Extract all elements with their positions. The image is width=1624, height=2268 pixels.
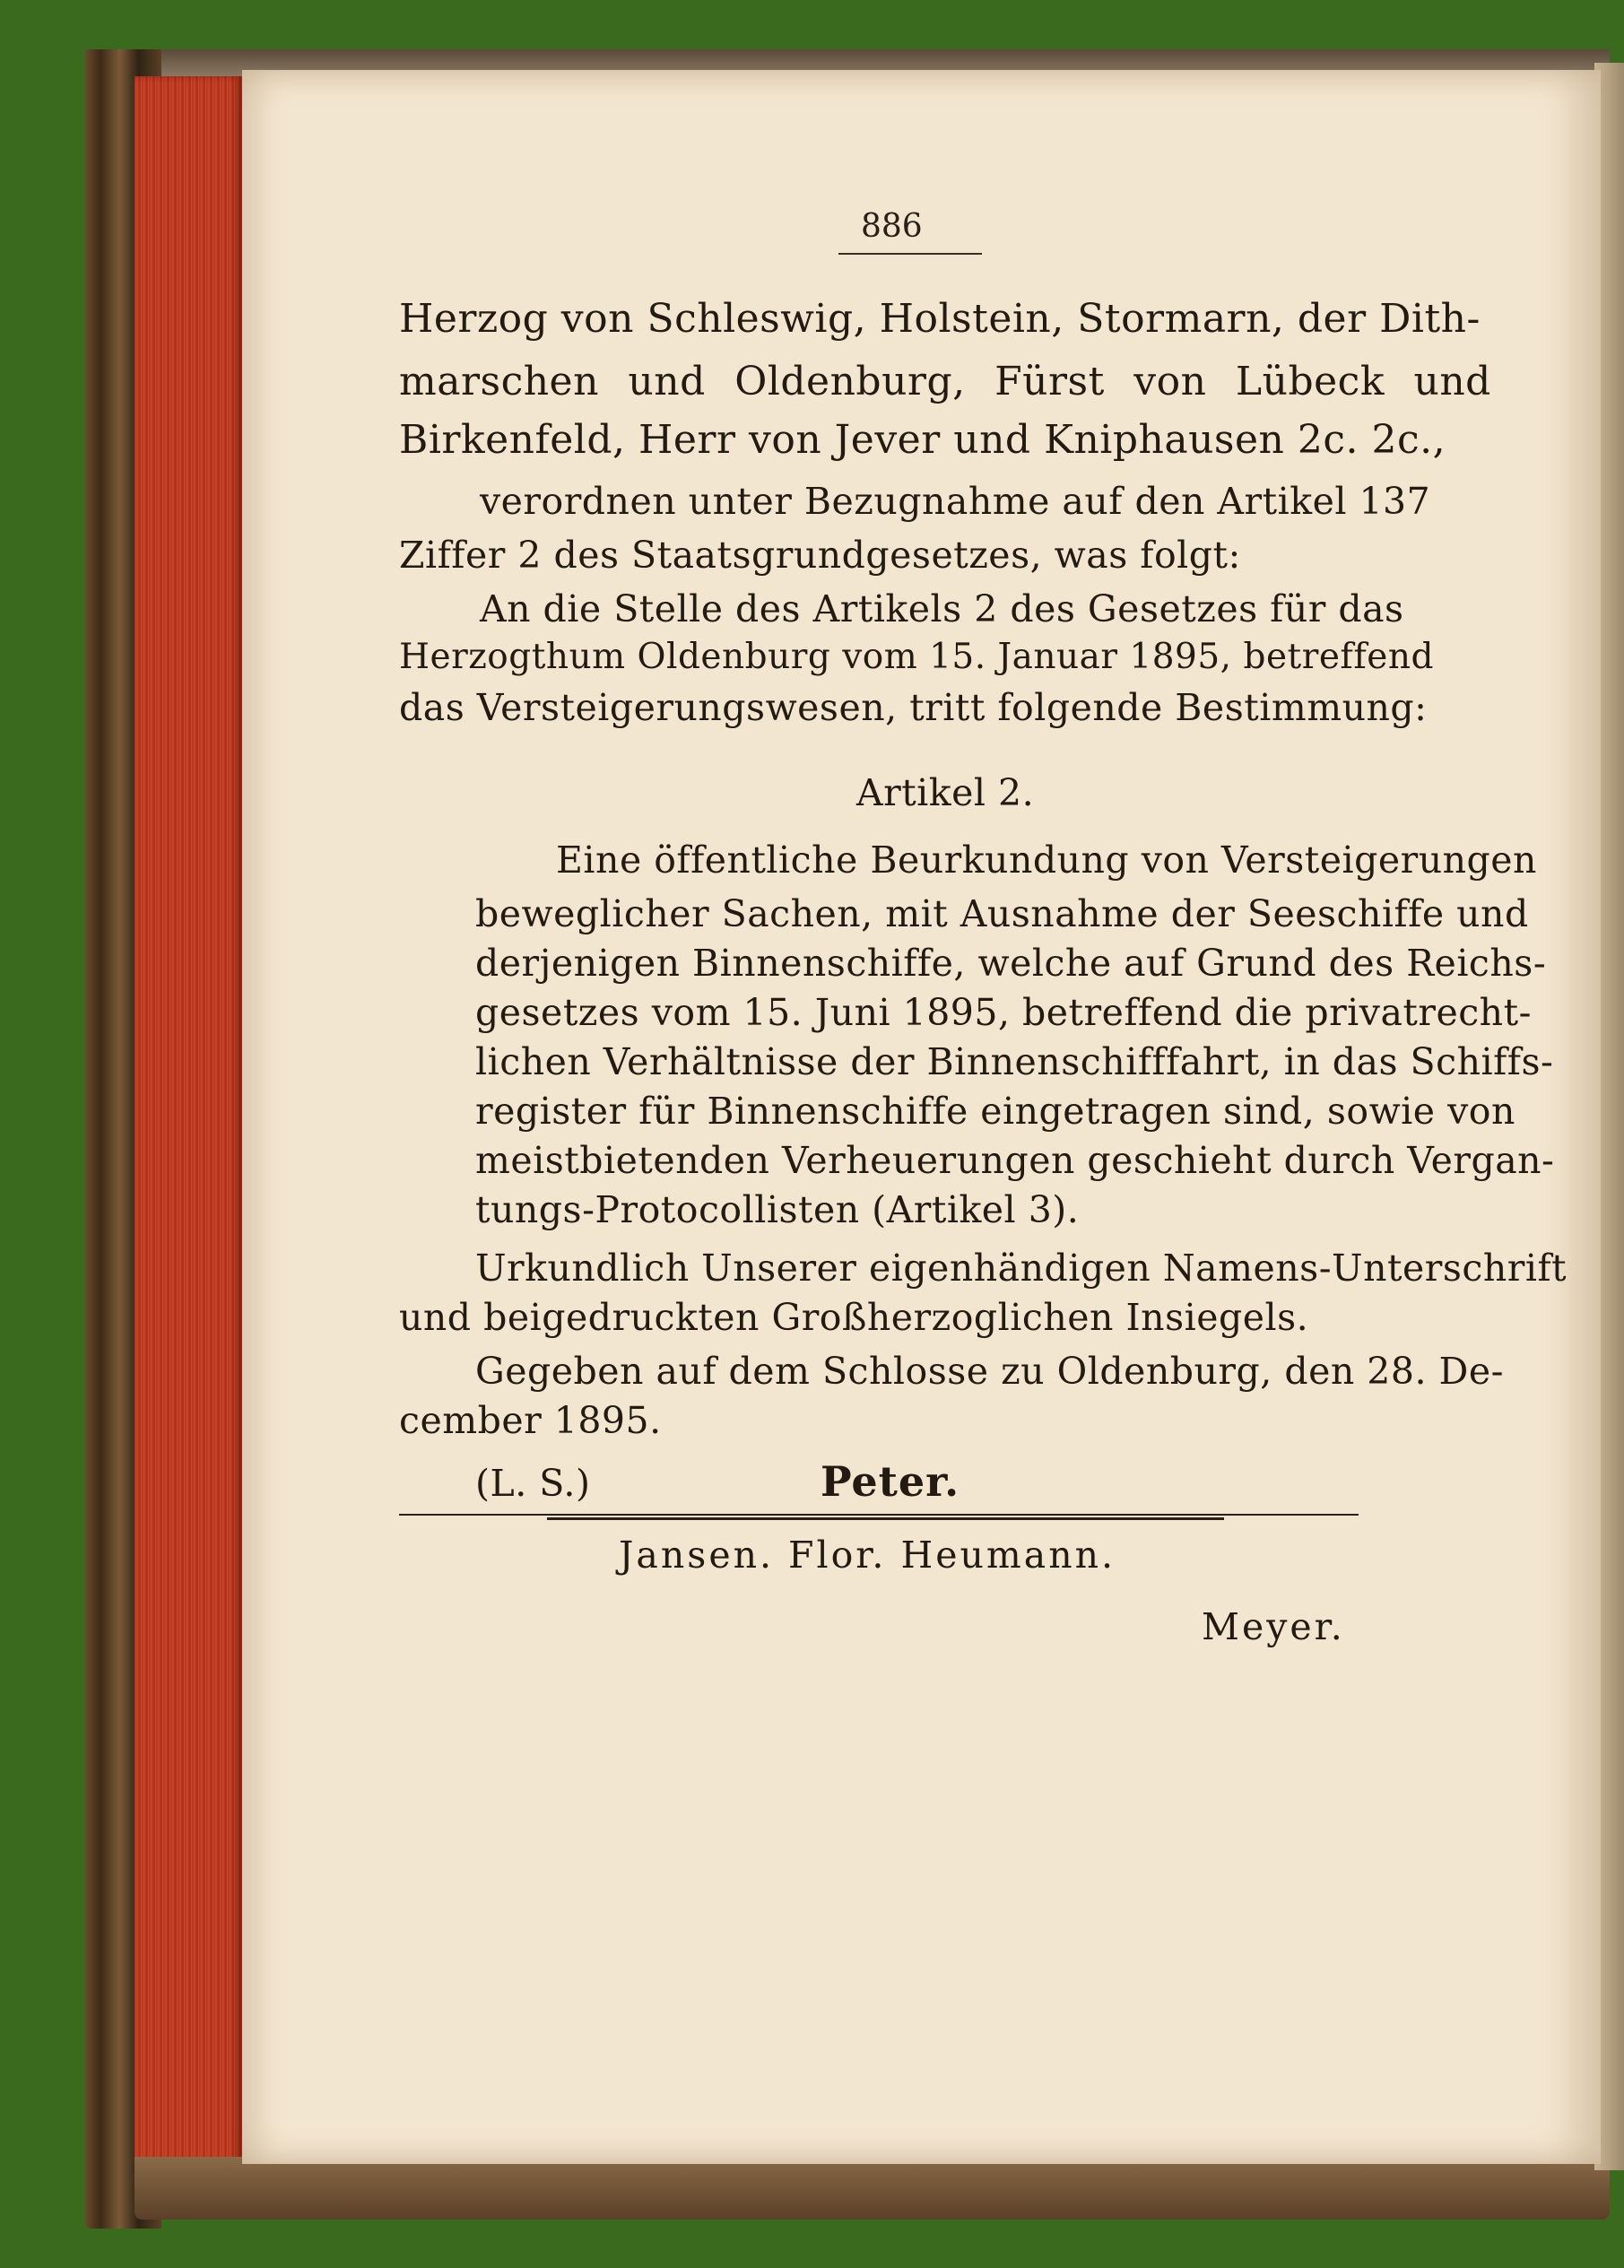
article-line: lichen Verhältnisse der Binnenschifffahrt, in das Schiffs- (475, 1040, 1554, 1083)
text-line: Urkundlich Unserer eigenhändigen Namens-Unterschrift (475, 1247, 1568, 1290)
article-line: meistbietenden Verheuerungen geschieht durch Vergan- (475, 1139, 1555, 1182)
text-line: cember 1895. (399, 1399, 662, 1442)
page-edges (135, 76, 242, 2166)
text-line: Birkenfeld, Herr von Jever und Kniphausen 2c. 2c., (399, 417, 1446, 463)
header-rule (838, 253, 982, 255)
text-line: Herzog von Schleswig, Holstein, Stormarn, der Dith- (399, 296, 1481, 342)
page-number: 886 (861, 208, 923, 245)
seal-mark: (L. S.) (475, 1462, 591, 1505)
text-line: marschen und Oldenburg, Fürst von Lübeck und (399, 359, 1491, 404)
article-heading: Artikel 2. (856, 771, 1035, 814)
article-line: beweglicher Sachen, mit Ausnahme der Seeschiffe und (475, 892, 1529, 935)
minister-names: Jansen. Flor. Heumann. (619, 1534, 1116, 1577)
signature: Peter. (821, 1457, 960, 1506)
minister-name-meyer: Meyer. (1202, 1605, 1345, 1648)
text-line: und beigedruckten Großherzoglichen Insiegels. (399, 1296, 1309, 1339)
text-line: Herzogthum Oldenburg vom 15. Januar 1895, betreffend (399, 637, 1434, 677)
signature-rule (399, 1514, 1359, 1516)
signature-rule-inner (547, 1517, 1224, 1520)
book-bottom-edge (135, 2157, 1610, 2220)
text-line: verordnen unter Bezugnahme auf den Artikel 137 (480, 480, 1431, 523)
text-line: An die Stelle des Artikels 2 des Gesetzes für das (480, 587, 1404, 630)
article-line: tungs-Protocollisten (Artikel 3). (475, 1188, 1080, 1231)
article-line: gesetzes vom 15. Juni 1895, betreffend die privatrecht- (475, 991, 1532, 1034)
text-line: Gegeben auf dem Schlosse zu Oldenburg, den 28. De- (475, 1350, 1504, 1393)
text-line: das Versteigerungswesen, tritt folgende Bestimmung: (399, 686, 1428, 729)
article-line: register für Binnenschiffe eingetragen sind, sowie von (475, 1090, 1515, 1133)
article-line: Eine öffentliche Beurkundung von Versteigerungen (556, 839, 1537, 882)
text-line: Ziffer 2 des Staatsgrundgesetzes, was folgt: (399, 534, 1241, 577)
article-line: derjenigen Binnenschiffe, welche auf Grund des Reichs- (475, 942, 1547, 985)
